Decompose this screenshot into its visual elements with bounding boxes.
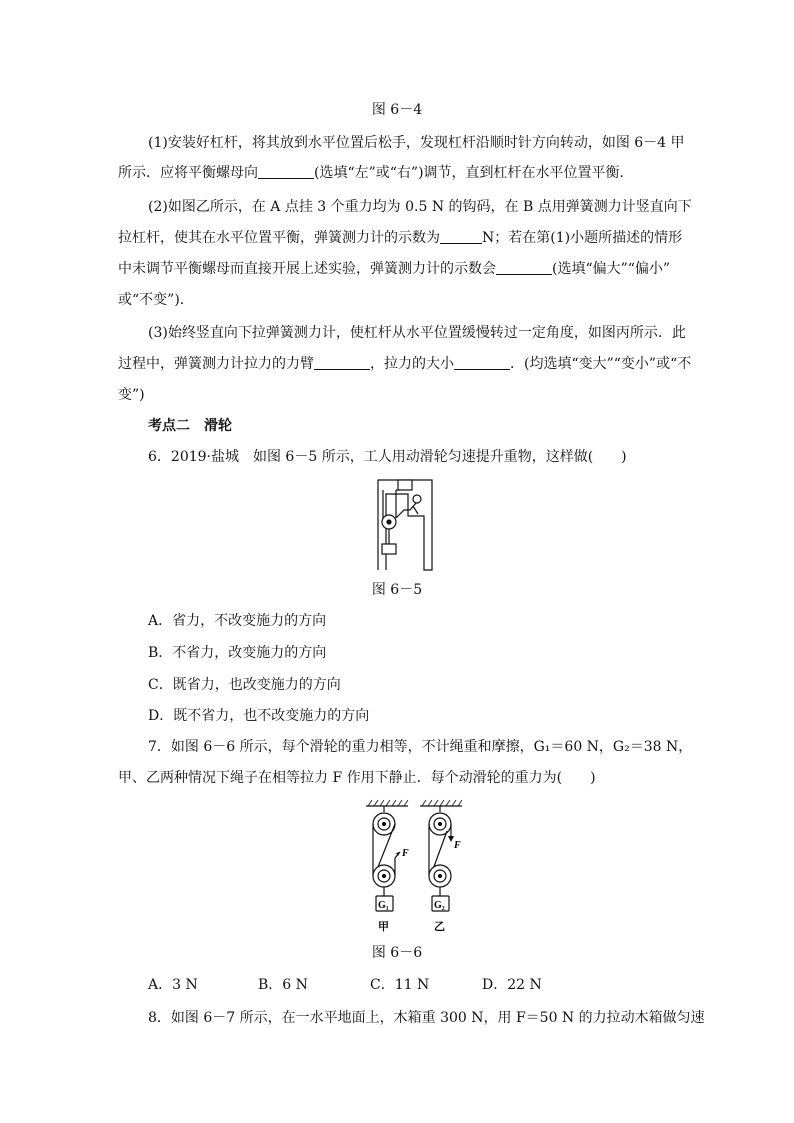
q7-option-b[interactable]: B．6 N [258,977,308,993]
q7-option-d[interactable]: D．22 N [482,977,542,993]
q5-part3-line3: 变”) [118,387,145,403]
q6-option-c[interactable]: C．既省力，也改变施力的方向 [148,677,341,693]
q8-stem-line1: 8．如图 6－7 所示，在一水平地面上，木箱重 300 N，用 F＝50 N 的力拉动木箱做匀速 [148,1010,705,1026]
figure-6-5-caption: 图 6－5 [371,582,423,598]
fig66-label-jia: 甲 [378,920,389,933]
q5-part2-line1: (2)如图乙所示，在 A 点挂 3 个重力均为 0.5 N 的钩码，在 B 点用弹簧测力计竖直向下 [148,199,692,215]
q5-blank-reading[interactable] [440,229,482,244]
q5-blank-change[interactable] [496,260,552,275]
q5-blank-direction[interactable] [258,164,314,179]
q5-part1-line2 [118,163,634,183]
q5-blank-arm[interactable] [314,355,370,370]
figure-6-4-caption: 图 6－4 [371,102,423,118]
q5-part3-text-pre: 过程中，弹簧测力计拉力的力臂 [118,356,314,372]
q5-part1-line1: (1)安装好杠杆，将其放到水平位置后松手，发现杠杆沿顺时针方向转动，如图 6－4 甲 [148,135,685,151]
fig66-label-yi: 乙 [434,920,445,933]
q5-part2-text-post: N；若在第(1)小题所描述的情形 [482,230,683,246]
q5-blank-force[interactable] [454,355,510,370]
q5-part3-line1: (3)始终竖直向下拉弹簧测力计，使杠杆从水平位置缓慢转过一定角度，如图丙所示．此 [148,325,686,341]
q6-option-b[interactable]: B．不省力，改变施力的方向 [148,645,327,661]
q6-option-d[interactable]: D．既不省力，也不改变施力的方向 [148,708,370,724]
fig66-weight-g2: G₂ [434,900,445,911]
q5-part2-line3 [118,259,670,279]
fig66-force-left: F [402,848,409,859]
section-title: 考点二 滑轮 [148,418,232,434]
q5-part2c-text-pre: 中未调节平衡螺母而直接开展上述实验，弹簧测力计的示数会 [118,261,496,277]
q7-stem-line1: 7．如图 6－6 所示，每个滑轮的重力相等，不计绳重和摩擦，G₁＝60 N，G₂＝38 N， [148,739,693,755]
q5-part2-line2 [118,228,682,248]
figure-6-5 [358,478,438,573]
q7-option-a[interactable]: A．3 N [148,977,198,993]
q5-part1-text-post: (选填“左”或“右”)调节，直到杠杆在水平位置平衡． [314,165,634,181]
q5-part2c-text-post: (选填“偏大”“偏小” [552,261,671,277]
q7-stem-line2: 甲、乙两种情况下绳子在相等拉力 F 作用下静止．每个动滑轮的重力为( ) [118,770,596,786]
figure-6-6-caption: 图 6－6 [371,945,423,961]
q6-stem: 6．2019·盐城 如图 6－5 所示，工人用动滑轮匀速提升重物，这样做( ) [148,449,627,465]
figure-6-6 [362,798,472,938]
fig66-force-right: F [454,840,461,851]
q5-part2-line4: 或“不变”)． [118,292,194,308]
q7-option-c[interactable]: C．11 N [370,977,430,993]
fig66-weight-g1: G₁ [378,900,389,911]
q5-part1-text-pre: 所示．应将平衡螺母向 [118,165,258,181]
q5-part3-line2 [118,354,691,374]
q6-option-a[interactable]: A．省力，不改变施力的方向 [148,613,327,629]
q5-part2-text-pre: 拉杠杆，使其在水平位置平衡，弹簧测力计的示数为 [118,230,440,246]
q5-part3-text-mid: ，拉力的大小 [370,356,454,372]
q5-part3-text-post: ．(均选填“变大”“变小”或“不 [510,356,692,372]
